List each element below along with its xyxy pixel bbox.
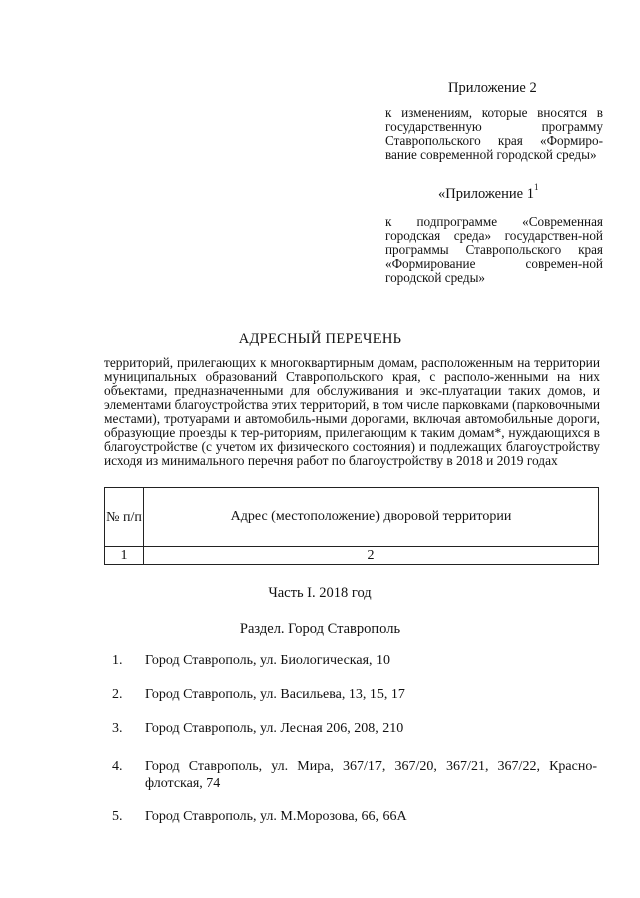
- table-index-row: [105, 547, 599, 565]
- column-header-address: Адрес (местоположение) дворовой территории: [144, 488, 599, 547]
- section-title: Раздел. Город Ставрополь: [239, 621, 401, 637]
- appendix-description: к изменениям, которые вносятся в государственную программу Ставропольского края «Формиро-вание современной городской среды»: [385, 105, 603, 162]
- appendix-title-secondary-main: «Приложение 1: [438, 185, 534, 202]
- list-item-text: Город Ставрополь, ул. Мира, 367/17, 367/20, 367/21, 367/22, Красно-флотская, 74: [145, 759, 597, 791]
- list-item-number: 3.: [112, 721, 123, 736]
- list-item-text: Город Ставрополь, ул. Биологическая, 10: [145, 653, 391, 668]
- appendix-description-secondary: к подпрограмме «Современная городская среда» государствен-ной программы Ставропольского края «Формирование современ-ной городской среды»: [385, 214, 603, 285]
- document-title: АДРЕСНЫЙ ПЕРЕЧЕНЬ: [238, 331, 402, 347]
- column-header-number: № п/п: [105, 488, 144, 547]
- list-item-text: Город Ставрополь, ул. М.Морозова, 66, 66А: [145, 809, 407, 824]
- column-index-address: 2: [144, 547, 599, 565]
- list-item-text: Город Ставрополь, ул. Лесная 206, 208, 210: [145, 721, 404, 736]
- list-item-text: Город Ставрополь, ул. Васильева, 13, 15, 17: [145, 687, 405, 702]
- address-table: [104, 487, 599, 565]
- appendix-title-secondary: [438, 184, 538, 203]
- list-item-number: 1.: [112, 653, 123, 668]
- list-item-number: 4.: [112, 759, 123, 774]
- table-header-row: [105, 488, 599, 547]
- part-title: Часть I. 2018 год: [268, 585, 372, 601]
- appendix-title-secondary-sup: 1: [533, 182, 539, 192]
- list-item-number: 5.: [112, 809, 123, 824]
- document-subtitle: территорий, прилегающих к многоквартирным домам, расположенным на территории муниципальных образований Ставропольского края, с располо-женными на них объектами, предназначенными для обслуживания и экс-плуатации таких домов, и элементами благоустройства этих территорий, в том числе парковками (парковочными местами), тротуарами и автомобиль-ными дорогами, включая автомобильные дороги, образующие проезды к тер-риториям, прилегающим к таким домам*, нуждающихся в благоустройстве (с учетом их физического состояния) и подлежащих благоустройству исходя из минимального перечня работ по благоустройству в 2018 и 2019 годах: [104, 355, 601, 468]
- column-index-number: 1: [105, 547, 144, 565]
- appendix-title: Приложение 2: [448, 80, 537, 96]
- list-item-number: 2.: [112, 687, 123, 702]
